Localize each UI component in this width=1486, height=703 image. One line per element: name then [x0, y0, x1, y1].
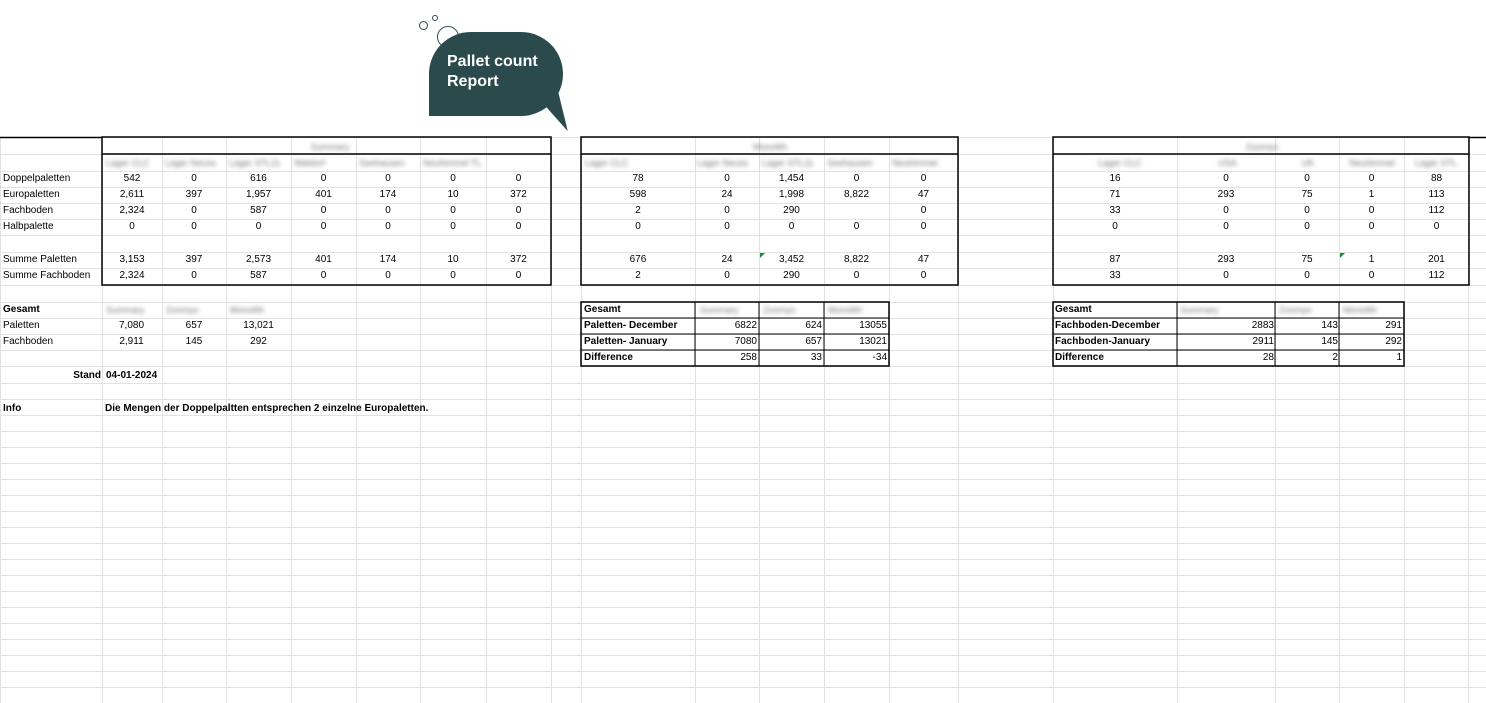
compare-fachboden-value: 292 — [1385, 336, 1402, 347]
compare-paletten-value: 657 — [805, 336, 822, 347]
compare-paletten-value: 33 — [810, 352, 822, 363]
panel1-value-doppel: 0 — [320, 173, 327, 184]
compare-fachboden-header: Zoomyo — [1279, 305, 1312, 315]
compare-fachboden-value: 143 — [1321, 320, 1338, 331]
compare-paletten-header: Summary — [700, 305, 739, 315]
panel1-value-sum_fach: 0 — [515, 270, 522, 281]
compare-paletten-value: -34 — [872, 352, 887, 363]
panel1-value-sum_fach: 0 — [191, 270, 197, 281]
panel1-value-halb: 0 — [255, 221, 262, 232]
row-label-summe-paletten: Summe Paletten — [3, 254, 77, 265]
panel2-value-euro: 8,822 — [843, 189, 870, 200]
compare-fachboden-value: 145 — [1321, 336, 1338, 347]
panel1-value-sum_fach: 0 — [385, 270, 391, 281]
panel1-header: Lager STL11 — [229, 158, 281, 168]
panel1-value-sum_fach: 0 — [320, 270, 327, 281]
panel3-value-doppel: 0 — [1223, 173, 1229, 184]
gesamt-fachboden-value: 2,911 — [119, 336, 144, 347]
row-label-halbpalette: Halbpalette — [3, 221, 54, 232]
panel1-value-sum_pal: 10 — [447, 254, 459, 265]
panel1-value-fach: 0 — [191, 205, 197, 216]
compare-fachboden-row-label: Difference — [1055, 352, 1104, 363]
row-label-europaletten: Europaletten — [3, 189, 60, 200]
gesamt-header: Summary — [106, 305, 145, 315]
panel3-value-halb: 0 — [1304, 221, 1310, 232]
row-label-fachboden: Fachboden — [3, 205, 54, 216]
info-label: Info — [3, 403, 22, 414]
compare-paletten-row-label: Difference — [584, 352, 633, 363]
compare-paletten-label: Gesamt — [584, 304, 621, 315]
compare-paletten-value: 13055 — [859, 320, 887, 331]
panel2-value-sum_fach: 0 — [724, 270, 730, 281]
panel3-value-halb: 0 — [1223, 221, 1229, 232]
gesamt-paletten-label: Paletten — [3, 320, 40, 331]
panel1-value-fach: 0 — [385, 205, 391, 216]
gesamt-fachboden-value: 145 — [185, 336, 203, 347]
panel3-header: UK — [1301, 158, 1315, 168]
panel2-value-halb: 0 — [788, 221, 795, 232]
panel3-value-euro: 71 — [1109, 189, 1121, 200]
panel3-value-doppel: 88 — [1430, 173, 1443, 184]
panel2-value-doppel: 78 — [632, 173, 644, 184]
gesamt-paletten-value: 7,080 — [118, 320, 145, 331]
info-text: Die Mengen der Doppelpaltten entsprechen 2 einzelne Europaletten. — [105, 403, 429, 414]
callout-title: Pallet count Report — [447, 53, 538, 90]
compare-paletten-row-label: Paletten- December — [584, 320, 678, 331]
row-label-doppelpaletten: Doppelpaletten — [3, 173, 71, 184]
panel2-value-sum_pal: 24 — [721, 254, 733, 265]
panel3-value-sum_fach: 0 — [1223, 270, 1229, 281]
panel1-value-sum_pal: 372 — [510, 254, 527, 265]
panel2-value-halb: 0 — [635, 221, 641, 232]
panel2-value-doppel: 0 — [853, 173, 860, 184]
panel1-value-fach: 0 — [320, 205, 327, 216]
panel2-value-euro: 47 — [917, 189, 930, 200]
panel1-value-euro: 372 — [510, 189, 527, 200]
panel1-header: Seehausen — [359, 158, 405, 168]
panel2-value-halb: 0 — [920, 221, 927, 232]
panel2-value-halb: 0 — [724, 221, 730, 232]
compare-fachboden-value: 1 — [1396, 352, 1402, 363]
panel2-value-fach: 290 — [783, 205, 800, 216]
decorative-bubble-icon — [437, 26, 459, 48]
panel1-value-sum_fach: 0 — [450, 270, 456, 281]
panel2-header: Lager Neuss — [697, 158, 749, 168]
panel3-value-euro: 293 — [1217, 189, 1235, 200]
compare-paletten-header: Monolith — [828, 305, 863, 315]
panel3-value-doppel: 16 — [1109, 173, 1121, 184]
panel1-value-doppel: 0 — [515, 173, 522, 184]
panel1-value-sum_pal: 174 — [379, 254, 397, 265]
panel1-value-euro: 397 — [185, 189, 203, 200]
panel1-value-halb: 0 — [320, 221, 327, 232]
compare-fachboden-label: Gesamt — [1055, 304, 1092, 315]
panel1-value-fach: 0 — [450, 205, 456, 216]
panel1-value-halb: 0 — [515, 221, 522, 232]
panel1-value-fach: 2,324 — [119, 205, 145, 216]
panel1-value-euro: 401 — [315, 189, 332, 200]
panel3-value-doppel: 0 — [1368, 173, 1375, 184]
panel1-value-sum_fach: 2,324 — [119, 270, 145, 281]
panel3-value-fach: 0 — [1223, 205, 1229, 216]
panel2-value-euro: 1,998 — [778, 189, 805, 200]
panel2-header: Neuhimmel — [892, 158, 938, 168]
panel2-value-euro: 598 — [629, 189, 647, 200]
panel3-value-sum_pal: 1 — [1368, 254, 1375, 265]
panel1-value-doppel: 0 — [191, 173, 197, 184]
panel2-value-sum_fach: 0 — [853, 270, 860, 281]
panel1-value-euro: 1,957 — [245, 189, 272, 200]
panel2-value-halb: 0 — [853, 221, 860, 232]
decorative-bubble-icon — [419, 21, 428, 30]
panel3-value-sum_fach: 33 — [1109, 270, 1121, 281]
panel1-header: Neuhimmel TL — [423, 158, 482, 168]
compare-fachboden-value: 28 — [1262, 352, 1274, 363]
panel1-value-halb: 0 — [450, 221, 456, 232]
panel3-value-halb: 0 — [1433, 221, 1440, 232]
panel2-value-fach: 2 — [635, 205, 641, 216]
panel2-value-euro: 24 — [721, 189, 733, 200]
panel3-value-doppel: 0 — [1304, 173, 1310, 184]
compare-fachboden-header: Monolith — [1343, 305, 1378, 315]
panel3-header: Lager STL — [1414, 158, 1458, 168]
panel2-value-fach — [824, 203, 889, 219]
gesamt-paletten-value: 657 — [185, 320, 203, 331]
compare-paletten-row-label: Paletten- January — [584, 336, 668, 347]
panel1-value-sum_pal: 397 — [185, 254, 203, 265]
panel1-value-halb: 0 — [385, 221, 391, 232]
panel1-value-sum_fach: 587 — [250, 270, 267, 281]
gesamt-label: Gesamt — [3, 304, 40, 315]
panel2-value-sum_pal: 8,822 — [843, 254, 870, 265]
panel3-value-sum_fach: 0 — [1368, 270, 1375, 281]
comment-marker[interactable] — [760, 253, 765, 258]
gesamt-fachboden-label: Fachboden — [3, 336, 54, 347]
panel3-header: Neuhimmel — [1349, 158, 1395, 168]
panel2-value-fach: 0 — [724, 205, 730, 216]
compare-paletten-value: 624 — [805, 320, 822, 331]
panel2-value-doppel: 1,454 — [778, 173, 805, 184]
compare-paletten-value: 13021 — [859, 336, 887, 347]
panel2-value-doppel: 0 — [724, 173, 730, 184]
panel2-value-fach: 0 — [920, 205, 927, 216]
panel3-value-sum_fach: 112 — [1428, 270, 1445, 281]
panel1-title: Summary — [310, 142, 350, 152]
panel1-value-halb: 0 — [191, 221, 197, 232]
panel3-value-halb: 0 — [1112, 221, 1118, 232]
panel1-value-fach: 587 — [250, 205, 267, 216]
panel3-value-sum_pal: 75 — [1301, 254, 1313, 265]
panel3-value-fach: 112 — [1428, 205, 1445, 216]
panel3-value-sum_pal: 87 — [1109, 254, 1121, 265]
panel1-header: Lager CLC — [106, 158, 150, 168]
stand-date: 04-01-2024 — [106, 370, 158, 381]
panel1-value-euro: 10 — [447, 189, 459, 200]
panel2-header: Lager CLC — [585, 158, 629, 168]
panel1-header: Lager Neuss — [165, 158, 217, 168]
panel2-header: Lager STL11 — [762, 158, 814, 168]
panel1-value-doppel: 542 — [123, 173, 141, 184]
panel3-value-sum_pal: 293 — [1217, 254, 1235, 265]
panel3-value-halb: 0 — [1368, 221, 1375, 232]
compare-paletten-value: 7080 — [734, 336, 757, 347]
stand-label: Stand — [73, 370, 101, 381]
panel3-value-sum_pal: 201 — [1428, 254, 1445, 265]
panel2-value-sum_fach: 2 — [635, 270, 641, 281]
panel3-title: Zoomyo — [1245, 142, 1279, 152]
panel1-value-doppel: 0 — [450, 173, 456, 184]
panel1-value-sum_pal: 401 — [315, 254, 332, 265]
panel1-header: Waldorf — [294, 158, 325, 168]
panel1-value-euro: 174 — [379, 189, 397, 200]
compare-fachboden-header: Summary — [1180, 305, 1219, 315]
compare-fachboden-value: 291 — [1385, 320, 1402, 331]
panel1-value-doppel: 0 — [385, 173, 391, 184]
compare-fachboden-row-label: Fachboden-January — [1055, 336, 1151, 347]
compare-fachboden-value: 2883 — [1251, 320, 1274, 331]
panel2-value-sum_pal: 676 — [629, 254, 647, 265]
compare-fachboden-row-label: Fachboden-December — [1055, 320, 1161, 331]
compare-fachboden-value: 2 — [1332, 352, 1338, 363]
panel3-value-sum_fach: 0 — [1304, 270, 1310, 281]
panel3-value-euro: 113 — [1428, 189, 1445, 200]
panel3-value-fach: 0 — [1304, 205, 1310, 216]
panel3-value-fach: 0 — [1368, 205, 1375, 216]
panel3-value-euro: 75 — [1301, 189, 1313, 200]
decorative-bubble-icon — [432, 15, 438, 21]
compare-fachboden-value: 2911 — [1252, 336, 1274, 347]
panel1-value-euro: 2,611 — [119, 189, 145, 200]
panel1-value-fach: 0 — [515, 205, 522, 216]
panel2-header: Seehausen — [827, 158, 873, 168]
panel2-value-doppel: 0 — [920, 173, 927, 184]
comment-marker[interactable] — [1340, 253, 1345, 258]
panel2-value-sum_fach: 0 — [920, 270, 927, 281]
compare-paletten-value: 258 — [740, 352, 757, 363]
panel1-value-halb: 0 — [129, 221, 135, 232]
panel2-value-sum_fach: 290 — [783, 270, 800, 281]
panel3-value-euro: 1 — [1368, 189, 1375, 200]
compare-paletten-header: Zoomyo — [763, 305, 796, 315]
panel1-value-sum_pal: 2,573 — [245, 254, 272, 265]
panel1-value-sum_pal: 3,153 — [119, 254, 145, 265]
gesamt-paletten-value: 13,021 — [243, 320, 274, 331]
panel3-header: Lager CLC — [1098, 158, 1142, 168]
panel2-title: Monolith — [752, 142, 788, 152]
panel3-header: USA — [1218, 158, 1237, 168]
panel1-value-doppel: 616 — [250, 173, 267, 184]
gesamt-header: Zoomyo — [166, 305, 199, 315]
panel3-value-fach: 33 — [1109, 205, 1121, 216]
panel2-value-sum_pal: 3,452 — [778, 254, 805, 265]
row-label-summe-fachboden: Summe Fachboden — [3, 270, 91, 281]
compare-paletten-value: 6822 — [734, 320, 757, 331]
panel2-value-sum_pal: 47 — [917, 254, 930, 265]
gesamt-header: Monolith — [230, 305, 265, 315]
gesamt-fachboden-value: 292 — [250, 336, 267, 347]
